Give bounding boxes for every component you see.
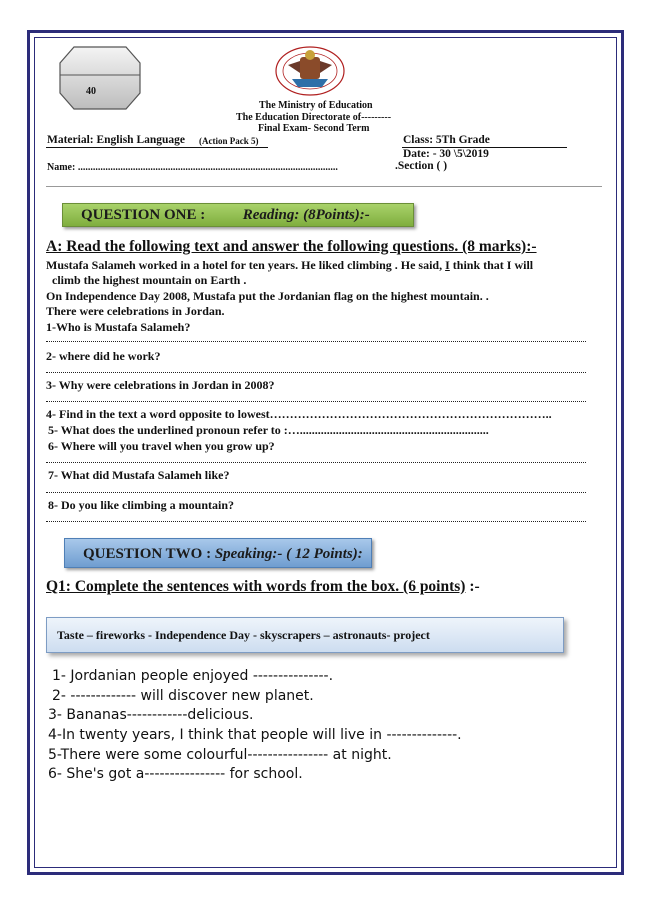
ministry-emblem-icon [270, 43, 350, 99]
answer-line-8[interactable] [46, 521, 586, 522]
exam-title: Final Exam- Second Term [258, 123, 370, 134]
answer-line-7[interactable] [46, 492, 586, 493]
underlined-pronoun: I [445, 258, 450, 272]
question-5: 5- What does the underlined pronoun refer to :…............................................................... [48, 423, 489, 437]
score-octagon [58, 45, 142, 111]
sentence-1: 1- Jordanian people enjoyed ---------------. [52, 668, 334, 684]
reading-paragraph-line2: climb the highest mountain on Earth . [52, 273, 247, 287]
question-two-header [64, 538, 372, 568]
question-one-reading-label: Reading: (8Points):- [242, 207, 370, 223]
sentence-2: 2- ------------- will discover new planet. [52, 688, 314, 704]
material-underline [46, 147, 268, 148]
question-4: 4- Find in the text a word opposite to lowest…………………………………………………………….. [46, 407, 552, 421]
question-one-header [62, 203, 414, 227]
score-value: 40 [86, 86, 96, 97]
ministry-title: The Ministry of Education [259, 100, 373, 111]
question-6: 6- Where will you travel when you grow up? [48, 439, 275, 453]
reading-text-a: Mustafa Salameh worked in a hotel for ten years. He liked climbing . He said, [46, 258, 443, 272]
answer-line-3[interactable] [46, 401, 586, 402]
answer-line-6[interactable] [46, 462, 586, 463]
sentence-6: 6- She's got a---------------- for school. [48, 766, 303, 782]
question-2: 2- where did he work? [46, 349, 161, 363]
reading-paragraph-line1 [46, 258, 533, 273]
sentence-4: 4-In twenty years, I think that people will live in --------------. [48, 727, 462, 743]
reading-paragraph-line3: On Independence Day 2008, Mustafa put the Jordanian flag on the highest mountain. . [46, 289, 489, 303]
question-two-label: QUESTION TWO : [83, 546, 212, 562]
answer-line-2[interactable] [46, 372, 586, 373]
directorate-title: The Education Directorate of--------- [236, 112, 392, 123]
question-two-speaking-label: Speaking:- ( 12 Points): [214, 546, 363, 562]
sentence-5: 5-There were some colourful---------------- at night. [48, 747, 392, 763]
word-box: Taste – fireworks - Independence Day - skyscrapers – astronauts- project [46, 617, 564, 653]
reading-text-b: think that I will [452, 258, 534, 272]
question-two-instruction [46, 578, 480, 596]
reading-paragraph-line4: There were celebrations in Jordan. [46, 304, 225, 318]
question-one-label: QUESTION ONE : [81, 207, 206, 223]
section-field: .Section ( ) [395, 160, 448, 172]
question-1: 1-Who is Mustafa Salameh? [46, 320, 191, 334]
class-label: Class: 5Th Grade [403, 134, 490, 146]
date-label: Date: - 30 \5\2019 [403, 148, 489, 160]
sentence-3: 3- Bananas------------delicious. [48, 707, 254, 723]
question-8: 8- Do you like climbing a mountain? [48, 498, 235, 512]
question-7: 7- What did Mustafa Salameh like? [48, 468, 230, 482]
action-pack-label: (Action Pack 5) [199, 136, 259, 146]
question-one-instruction: A: Read the following text and answer the following questions. (8 marks):- [46, 238, 537, 255]
name-field: Name: ........................................................................................................ [47, 162, 338, 173]
header-divider [46, 186, 602, 187]
answer-line-1[interactable] [46, 341, 586, 342]
question-two-instruction-text: Q1: Complete the sentences with words from the box. (6 points) [46, 578, 466, 595]
question-3: 3- Why were celebrations in Jordan in 2008? [46, 378, 275, 392]
material-label: Material: English Language [47, 134, 186, 146]
question-two-instruction-tail: :- [469, 578, 480, 595]
